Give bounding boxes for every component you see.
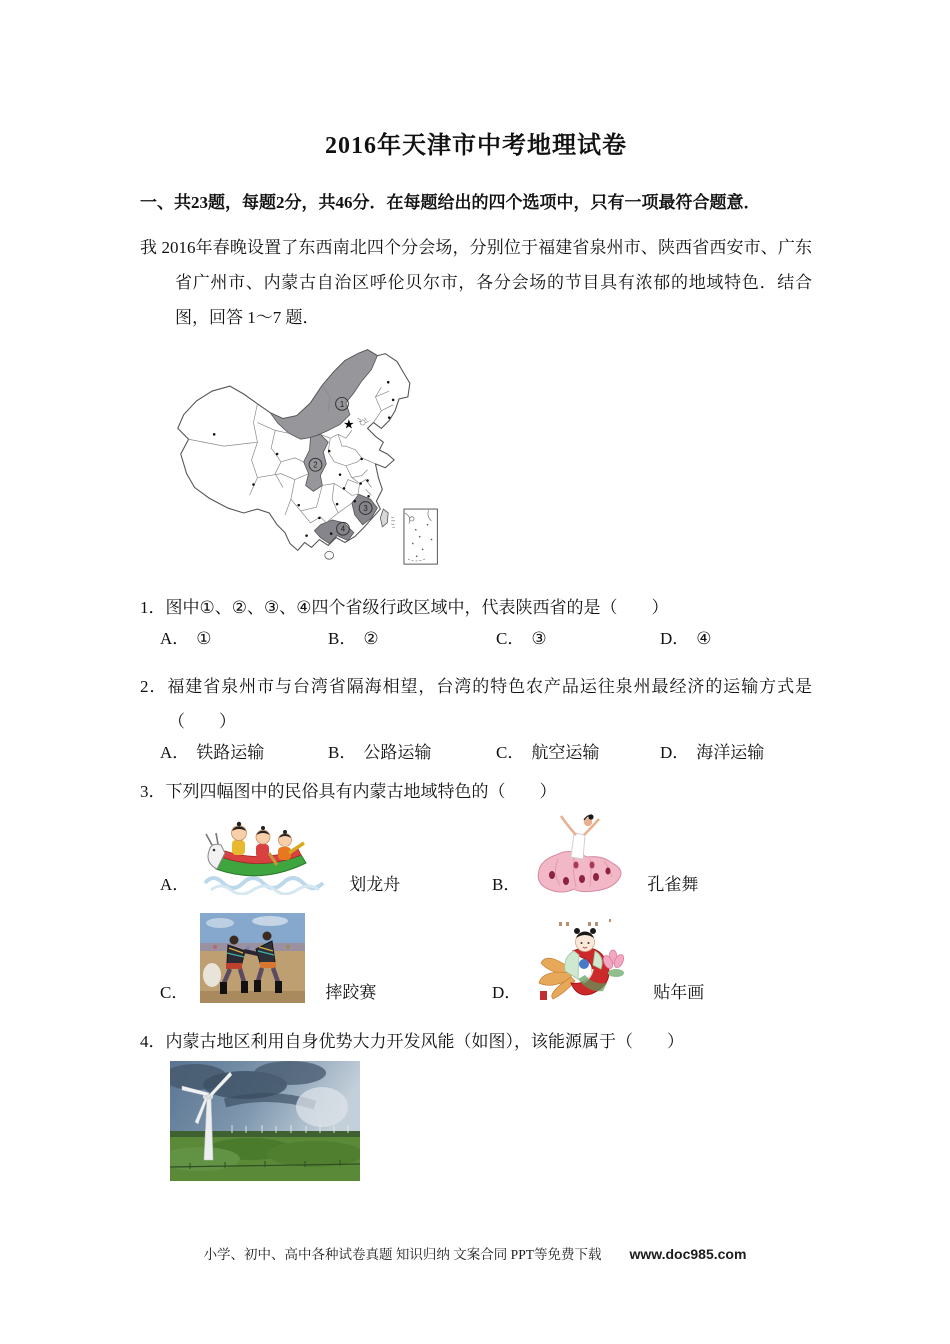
q2-option-a: A． 铁路运输: [160, 743, 265, 762]
q2-option-d: D． 海洋运输: [660, 743, 765, 762]
q1-option-d: D． ④: [660, 629, 712, 648]
marker-4: 4: [340, 524, 346, 534]
footer-site-link[interactable]: www.doc985.com: [629, 1246, 747, 1262]
question-2-options: [140, 741, 812, 765]
intro-paragraph: 我 2016年春晚设置了东西南北四个分会场，分别位于福建省泉州市、陕西省西安市、广东省广州市、内蒙古自治区呼伦贝尔市，各分会场的节目具有浓郁的地域特色．结合图，回答 1～7 题．: [140, 238, 812, 327]
exam-page: [140, 0, 812, 1181]
q3-option-a-caption: 划龙舟: [349, 875, 401, 894]
peacock-dance-image: [532, 807, 627, 895]
china-map-figure: [165, 339, 460, 567]
beijing-star-icon: ★: [343, 417, 355, 433]
q3-option-a: A． 划龙舟: [160, 807, 492, 895]
q3-option-d-caption: 贴年画: [653, 983, 705, 1002]
question-2: [140, 669, 812, 765]
question-1: [140, 591, 812, 651]
question-1-options: [140, 627, 812, 651]
q3-option-c: C． 摔跤赛: [160, 913, 492, 1003]
q1-option-b: B． ②: [328, 629, 379, 648]
wind-turbine-figure: [170, 1061, 812, 1181]
question-3-stem: 下列四幅图中的民俗具有内蒙古地域特色的（ ）: [165, 782, 557, 801]
question-2-number: 2．: [140, 677, 168, 696]
q2-option-c: C． 航空运输: [496, 743, 600, 762]
q2-option-b: B． 公路运输: [328, 743, 432, 762]
question-3-options: [140, 807, 812, 1003]
question-4-number: 4．: [140, 1032, 166, 1051]
section-header: 一、共23题，每题2分，共46分．在每题给出的四个选项中，只有一项最符合题意．: [140, 193, 761, 212]
taiwan-island: [380, 509, 388, 527]
marker-1: 1: [339, 399, 345, 409]
hainan-island: [325, 551, 334, 559]
south-china-sea-inset: [404, 509, 437, 564]
china-outline: [178, 350, 410, 551]
footer: [0, 1243, 950, 1263]
question-4-stem: 内蒙古地区利用自身优势大力开发风能（如图），该能源属于（ ）: [165, 1032, 684, 1051]
page-title: 2016年天津市中考地理试卷: [325, 133, 627, 159]
q3-option-b-caption: 孔雀舞: [647, 875, 699, 894]
q1-option-a: A． ①: [160, 629, 212, 648]
question-3: [140, 777, 812, 1003]
question-4: [140, 1027, 812, 1181]
footer-promo-text: 小学、初中、高中各种试卷真题 知识归纳 文案合同 PPT等免费下载: [203, 1247, 602, 1262]
question-1-number: 1．: [140, 598, 166, 617]
q3-option-c-caption: 摔跤赛: [325, 983, 377, 1002]
question-2-stem: 福建省泉州市与台湾省隔海相望，台湾的特色农产品运往泉州最经济的运输方式是（ ）: [167, 677, 813, 731]
mongolian-wrestling-image: [200, 913, 305, 1003]
marker-2: 2: [313, 460, 318, 470]
q1-option-c: C． ③: [496, 629, 547, 648]
marker-3: 3: [363, 504, 368, 514]
question-3-number: 3．: [140, 782, 166, 801]
question-1-stem: 图中①、②、③、④四个省级行政区域中，代表陕西省的是（ ）: [165, 598, 669, 617]
new-year-painting-image: [533, 913, 633, 1003]
dragon-boat-image: [201, 807, 329, 895]
china-map-image: [165, 339, 460, 567]
q3-option-d: D． 贴年画: [492, 913, 812, 1003]
wind-turbine-image: [170, 1061, 360, 1181]
q3-option-b: B． 孔雀舞: [492, 807, 812, 895]
